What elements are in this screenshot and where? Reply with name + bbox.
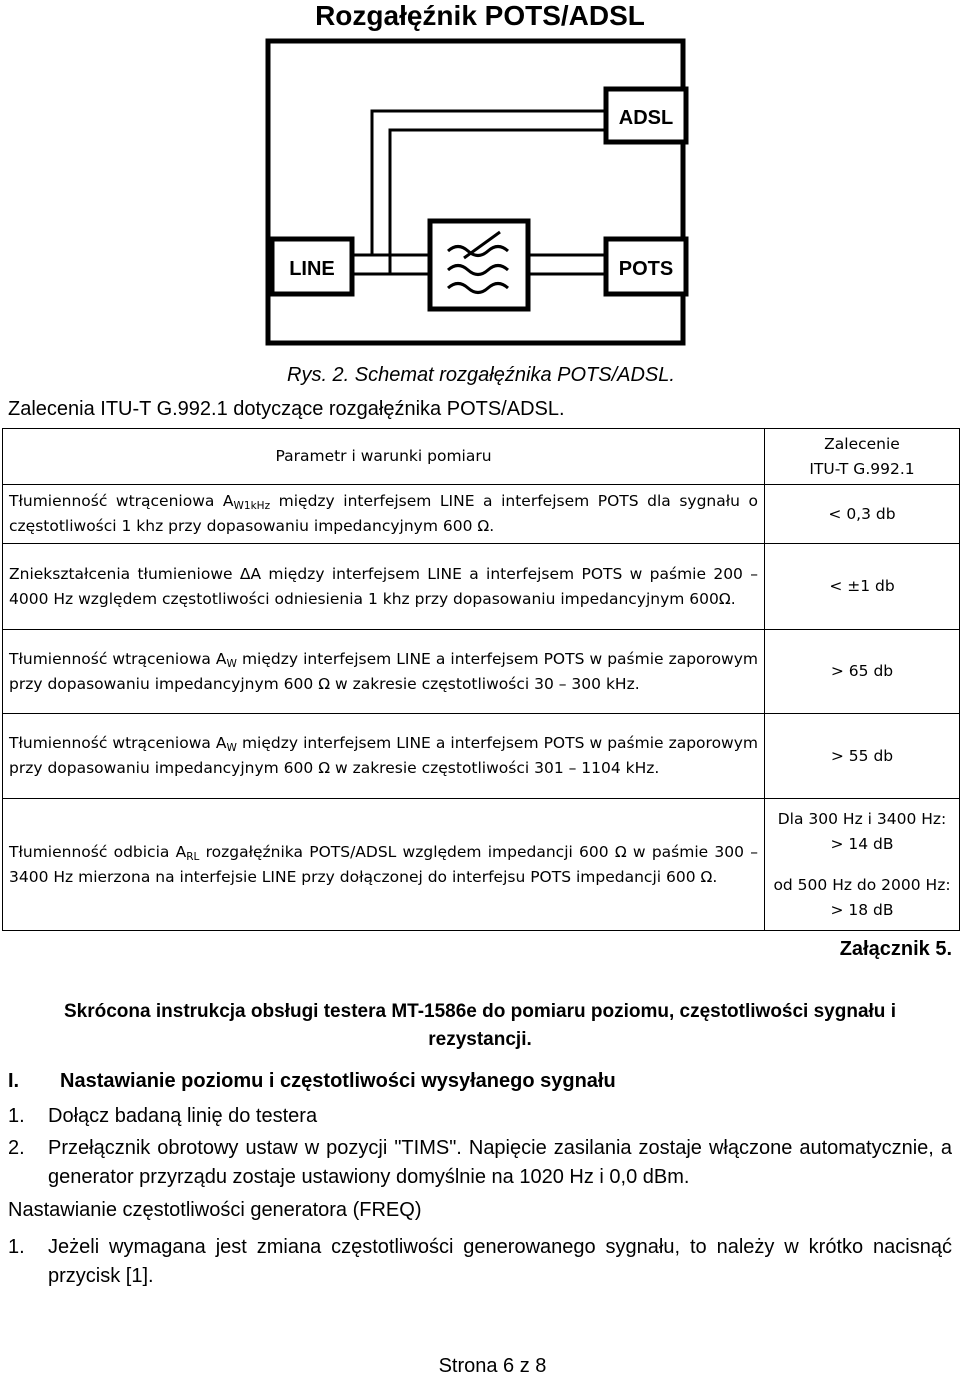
header-recommendation-line1: Zalecenie xyxy=(824,434,900,453)
value-cell: Dla 300 Hz i 3400 Hz: > 14 dB od 500 Hz do 2000 Hz: > 18 dB xyxy=(765,799,960,931)
itu-spec-table xyxy=(2,428,960,931)
splitter-diagram xyxy=(0,0,960,360)
list-item-text: Jeżeli wymagana jest zmiana częstotliwości generowanego sygnału, to należy w krótko nacisnąć przycisk [1]. xyxy=(48,1236,952,1287)
line-label: LINE xyxy=(289,258,335,280)
param-cell: Tłumienność odbicia $A_{RL}$ rozgałęźnika POTS/ADSL względem impedancji 600 Ω w paśmie 300 – 3400 Hz mierzona na interfejsie LINE przy dołączonej do interfejsu POTS impedancji 600 Ω. xyxy=(3,799,765,931)
instruction-title: Skrócona instrukcja obsługi testera MT-1586e do pomiaru poziomu, częstotliwości sygnału i rezystancji. xyxy=(64,1001,896,1050)
section-number: I. xyxy=(8,1070,20,1092)
value-cell: < ±1 db xyxy=(765,544,960,630)
table-row xyxy=(3,714,960,799)
subsection-heading: Nastawianie częstotliwości generatora (FREQ) xyxy=(8,1199,422,1221)
figure-caption: Rys. 2. Schemat rozgałęźnika POTS/ADSL. xyxy=(287,364,675,386)
param-cell: Tłumienność wtrąceniowa $A_{W1kHz}$ między interfejsem LINE a interfejsem POTS dla sygnału o częstotliwości 1 khz przy dopasowaniu impedancyjnym 600 Ω. xyxy=(3,485,765,544)
section-title: Nastawianie poziomu i częstotliwości wysyłanego sygnału xyxy=(60,1070,616,1092)
section-heading: Zalecenia ITU-T G.992.1 dotyczące rozgałęźnika POTS/ADSL. xyxy=(8,398,565,420)
adsl-label: ADSL xyxy=(618,107,674,129)
appendix-label: Załącznik 5. xyxy=(839,938,952,960)
list-item xyxy=(8,1102,952,1132)
list-item-number: 1. xyxy=(8,1236,25,1258)
list-item-text: Dołącz badaną linię do testera xyxy=(48,1105,318,1127)
list-item-number: 1. xyxy=(8,1105,25,1127)
param-cell: Tłumienność wtrąceniowa $A_W$ między interfejsem LINE a interfejsem POTS w paśmie zaporowym przy dopasowaniu impedancyjnym 600 Ω w zakresie częstotliwości 301 – 1104 kHz. xyxy=(3,714,765,799)
param-cell: Zniekształcenia tłumieniowe ΔA między interfejsem LINE a interfejsem POTS w paśmie 200 – 4000 Hz względem częstotliwości odniesienia 1 khz przy dopasowaniu impedancyjnym 600Ω. xyxy=(3,544,765,630)
diagram-title: Rozgałęźnik POTS/ADSL xyxy=(315,0,645,31)
lowpass-filter-box xyxy=(430,221,528,309)
value-cell: < 0,3 db xyxy=(765,485,960,544)
header-recommendation-line2: ITU-T G.992.1 xyxy=(809,459,915,478)
header-parameter: Parametr i warunki pomiaru xyxy=(3,429,765,485)
list-item xyxy=(8,1134,952,1194)
param-cell: Tłumienność wtrąceniowa $A_W$ między interfejsem LINE a interfejsem POTS w paśmie zaporowym przy dopasowaniu impedancyjnym 600 Ω w zakresie częstotliwości 30 – 300 kHz. xyxy=(3,630,765,714)
table-row xyxy=(3,630,960,714)
list-item-number: 2. xyxy=(8,1137,25,1159)
value-cell: > 55 db xyxy=(765,714,960,799)
table-row xyxy=(3,485,960,544)
table-header-row xyxy=(3,429,960,485)
list-item-text: Przełącznik obrotowy ustaw w pozycji "TIMS". Napięcie zasilania zostaje włączone automatycznie, a generator przyrządu zostaje ustawiony domyślnie na 1020 Hz i 0,0 dBm. xyxy=(48,1137,952,1188)
value-cell: > 65 db xyxy=(765,630,960,714)
table-row xyxy=(3,799,960,931)
table-row xyxy=(3,544,960,630)
pots-label: POTS xyxy=(618,258,674,280)
page-number: Strona 6 z 8 xyxy=(438,1355,547,1377)
list-item xyxy=(8,1233,952,1293)
header-recommendation xyxy=(765,429,960,485)
